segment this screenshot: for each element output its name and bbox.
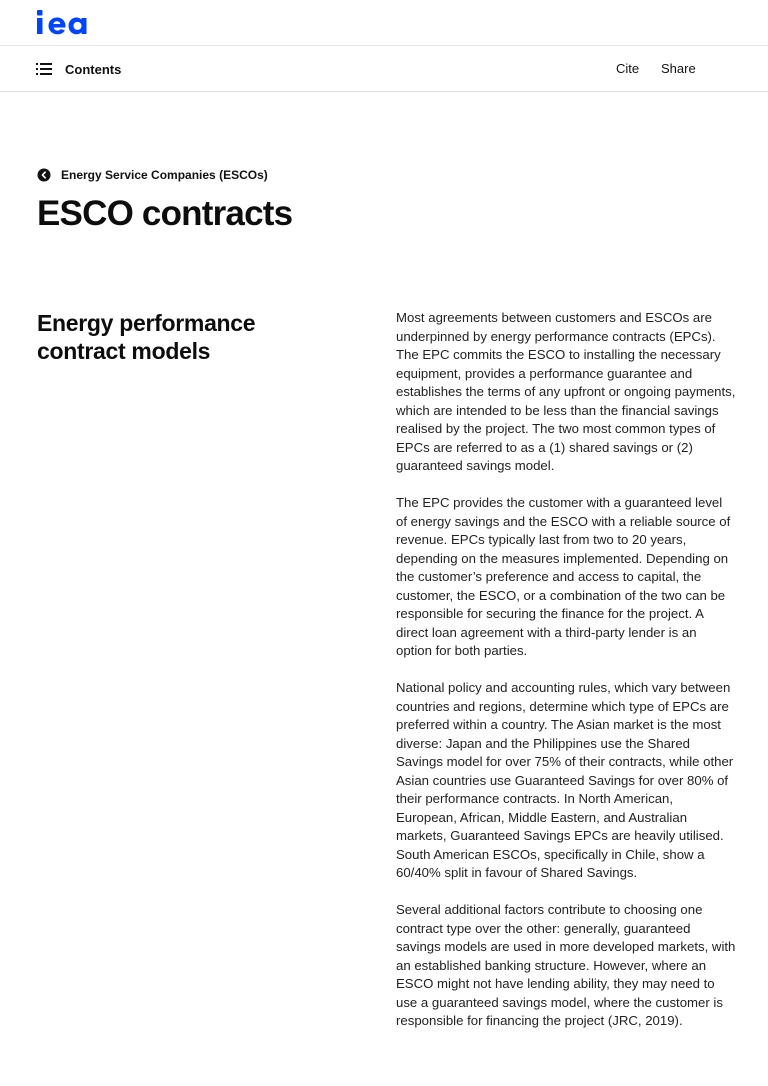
secondary-nav [0, 46, 768, 92]
iea-logo[interactable] [36, 8, 100, 36]
chevron-left-circle-icon [37, 168, 51, 182]
body-paragraph: National policy and accounting rules, which vary between countries and regions, determine which type of EPCs are preferred within a country. The Asian market is the most diverse: Japan and the Philippines use the Shared Savings model for over 75% of their contracts, while other Asian countries use Guaranteed Savings for over 80% of their performance contracts. In North American, European, African, Middle Eastern, and Australian markets, Guaranteed Savings EPCs are heavily utilised. South American ESCOs, specifically in Chile, show a 60/40% split in favour of Shared Savings. [396, 680, 734, 880]
contents-button[interactable] [36, 59, 121, 79]
contents-label: Contents [65, 61, 122, 77]
breadcrumb-back-link[interactable] [37, 168, 268, 182]
top-header [0, 0, 768, 46]
cite-button[interactable]: Cite [616, 61, 640, 76]
section-body [396, 309, 736, 1049]
body-paragraph: Several additional factors contribute to choosing one contract type over the other: generally, guaranteed savings models are used in more developed markets, with an established banking structure. However, where an ESCO might not have lending ability, they may need to use a guaranteed savings model, where the customer is responsible for financing the project (JRC, 2019). [396, 902, 736, 1028]
body-paragraph: The EPC provides the customer with a guaranteed level of energy savings and the ESCO with a reliable source of revenue. EPCs typically last from two to 20 years, depending on the measures implemented. Depending on the customer’s preference and access to capital, the customer, the ESCO, or a combination of the two can be responsible for securing the finance for the project. A direct loan agreement with a third-party lender is an option for both parties. [396, 495, 731, 658]
section-heading: Energy performance contract models [37, 310, 256, 364]
share-button[interactable]: Share [661, 61, 696, 76]
hamburger-icon [36, 63, 52, 75]
breadcrumb-label: Energy Service Companies (ESCOs) [61, 168, 268, 182]
body-paragraph: Most agreements between customers and ESCOs are underpinned by energy performance contracts (EPCs). The EPC commits the ESCO to installing the necessary equipment, provides a performance guarantee and establishes the terms of any upfront or ongoing payments, which are intended to be less than the financial savings realised by the project. The two most common types of EPCs are referred to as a (1) shared savings or (2) guaranteed savings model. [396, 310, 736, 473]
page-title: ESCO contracts [37, 194, 293, 233]
